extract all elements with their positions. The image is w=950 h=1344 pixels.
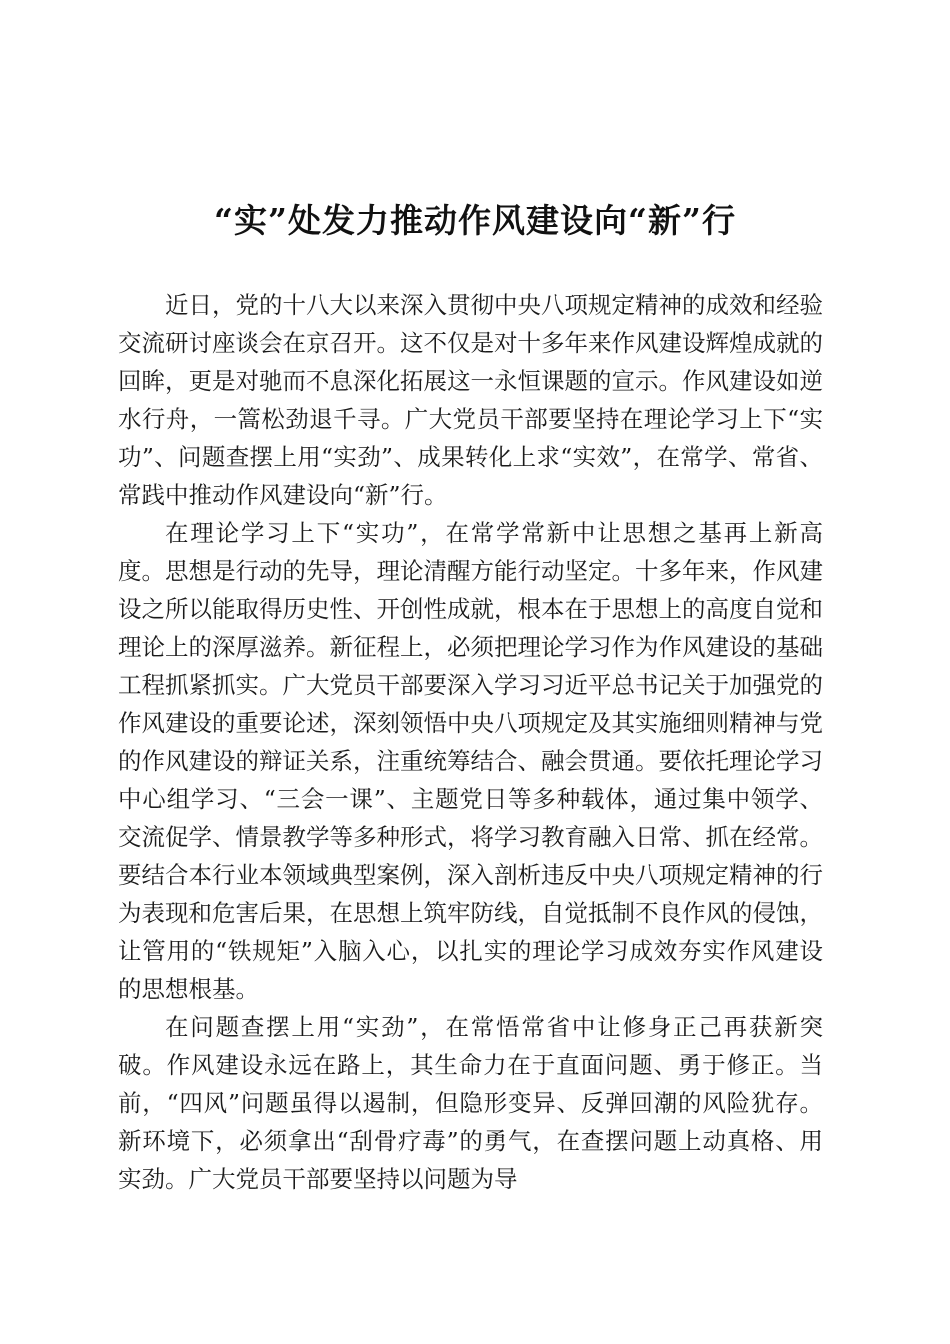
- document-body: [118, 286, 823, 1198]
- paragraph: 在理论学习上下“实功”，在常学常新中让思想之基再上新高度。思想是行动的先导，理论清醒方能行动坚定。十多年来，作风建设之所以能取得历史性、开创性成就，根本在于思想上的高度自觉和理论上的深厚滋养。新征程上，必须把理论学习作为作风建设的基础工程抓紧抓实。广大党员干部要深入学习习近平总书记关于加强党的作风建设的重要论述，深刻领悟中央八项规定及其实施细则精神与党的作风建设的辩证关系，注重统筹结合、融会贯通。要依托理论学习中心组学习、“三会一课”、主题党日等多种载体，通过集中领学、交流促学、情景教学等多种形式，将学习教育融入日常、抓在经常。要结合本行业本领域典型案例，深入剖析违反中央八项规定精神的行为表现和危害后果，在思想上筑牢防线，自觉抵制不良作风的侵蚀，让管用的“铁规矩”入脑入心，以扎实的理论学习成效夯实作风建设的思想根基。: [118, 519, 823, 1003]
- paragraph: 近日，党的十八大以来深入贯彻中央八项规定精神的成效和经验交流研讨座谈会在京召开。这不仅是对十多年来作风建设辉煌成就的回眸，更是对驰而不息深化拓展这一永恒课题的宣示。作风建设如逆水行舟，一篙松劲退千寻。广大党员干部要坚持在理论学习上下“实功”、问题查摆上用“实劲”、成果转化上求“实效”，在常学、常省、常践中推动作风建设向“新”行。: [118, 291, 823, 509]
- document-title: “实”处发力推动作风建设向“新”行: [214, 201, 736, 240]
- paragraph: 在问题查摆上用“实劲”，在常悟常省中让修身正己再获新突破。作风建设永远在路上，其生命力在于直面问题、勇于修正。当前，“四风”问题虽得以遏制，但隐形变异、反弹回潮的风险犹存。新环境下，必须拿出“刮骨疗毒”的勇气，在查摆问题上动真格、用实劲。广大党员干部要坚持以问题为导: [118, 1013, 823, 1193]
